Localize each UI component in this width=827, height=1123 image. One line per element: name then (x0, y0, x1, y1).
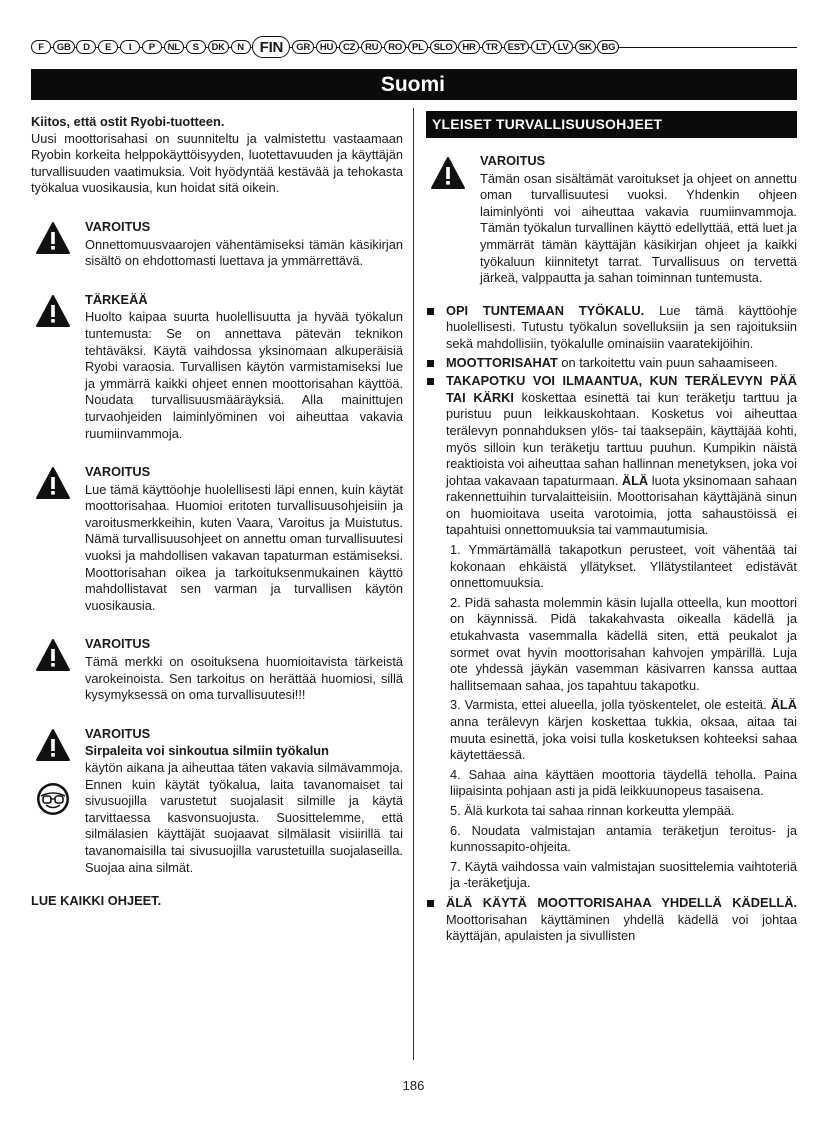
language-tab-gr: GR (292, 40, 314, 54)
bullet-text: Lue tämä käyttöohje huolellisesti. Tutustu työkalun sovelluksiin ja sen rajoituksiin sekä mahdollisiin, työkalulle ominaisiin vaaratekijöihin. (446, 302, 797, 351)
intro-text: Uusi moottorisahasi on suunniteltu ja valmistettu vastaamaan Ryobin korkeita helppokäyttöisyyden, luotettavuuden ja käyttäjän turvallisuuden vaatimuksia. Voit hyödyntää kestävää ja tehokasta työkalua vuosikausia, kun hoidat sitä oikein. (31, 130, 403, 196)
warning-title: VAROITUS (480, 153, 546, 168)
warning-title: VAROITUS (85, 464, 151, 480)
language-tab-dk: DK (208, 40, 229, 54)
warning-icon (430, 156, 466, 190)
bullet-square-icon (427, 360, 434, 367)
warning-block (31, 464, 403, 614)
warning-icon (35, 728, 71, 762)
bullet-square-icon (427, 308, 434, 315)
warning-bold-text: Sirpaleita voi sinkoutua silmiin työkalun (85, 743, 329, 759)
page-title: Suomi (380, 72, 445, 96)
warning-text: Tämän osan sisältämät varoitukset ja ohjeet on annettu oman turvallisuutesi vuoksi. Yhdenkin ohjeen laiminlyönti voi aiheuttaa vakavia ruumiinvammoja. Tämän työkalun turvallinen käyttö edellyttää, että luet ja ymmärrät tämän käyttäjän käsikirjan ohjeet ja kaikki työkaluun kiinnitetyt tarrat. Turvallisuus on tervettä järkeä, valppautta ja sahan toiminnan tuntemusta. (480, 170, 797, 286)
warning-text: käytön aikana ja aiheuttaa täten vakavia silmävammoja. Ennen kuin käytät työkalua, laita tavanomaiset tai sivusuojilla varustetut suojalasit silmille ja käytä tarvittaessa kasvonsuojusta. Suosittelemme, että silmälasien käyttäjät suojaavat silmälasit visiirillä tai tavanomaisilla tai sivusuojilla varustetuilla suojalaseilla. Suojaa aina silmät. (85, 760, 403, 875)
numbered-item: 3. Varmista, ettei alueella, jolla työskentelet, ole esteitä. ÄLÄ anna terälevyn kärjen koskettaa tukkia, oksaa, aitaa tai muuta esinettä, joka voisi tulla kosketuksen kohteeksi sahaa käytettäessä. (450, 697, 797, 763)
bullet-bold: ÄLÄ KÄYTÄ MOOTTORISAHAA YHDELLÄ KÄDELLÄ. (446, 894, 797, 910)
language-tab-tr: TR (482, 40, 502, 54)
section-title: YLEISET TURVALLISUUSOHJEET (432, 116, 663, 133)
language-tab-nl: NL (164, 40, 184, 54)
important-block (31, 292, 403, 442)
warning-block (426, 153, 797, 287)
language-tab-sk: SK (575, 40, 596, 54)
language-tab-s: S (186, 40, 206, 54)
warning-text: Onnettomuusvaarojen vähentämiseksi tämän käsikirjan sisältö on ehdottomasti luettava ja ymmärrettävä. (85, 236, 403, 269)
language-tab-lt: LT (531, 40, 551, 54)
bullet-item (426, 355, 797, 372)
bullet-bold: MOOTTORISAHAT (446, 354, 558, 370)
read-all-instructions: LUE KAIKKI OHJEET. (31, 893, 162, 909)
bullet-text: on tarkoitettu vain puun sahaamiseen. (557, 354, 778, 370)
numbered-item: 6. Noudata valmistajan antamia teräketjun teroitus- ja kunnossapito-ohjeita. (450, 822, 797, 855)
safety-glasses-icon (36, 782, 70, 816)
language-tab-lv: LV (553, 40, 573, 54)
language-tab-p: P (142, 40, 162, 54)
bullet-bold: TAKAPOTKU VOI ILMAANTUA, KUN TERÄLEVYN PÄÄ TAI KÄRKI (446, 373, 797, 405)
language-tab-pl: PL (408, 40, 428, 54)
numbered-item: 5. Älä kurkota tai sahaa rinnan korkeutta ylempää. (450, 802, 735, 818)
important-title: TÄRKEÄÄ (85, 291, 148, 307)
warning-icon (35, 466, 71, 500)
eye-protection-warning (31, 726, 403, 876)
language-tab-e: E (98, 40, 118, 54)
language-tab-cz: CZ (339, 40, 359, 54)
language-tab-hr: HR (458, 40, 479, 54)
warning-icon (35, 294, 71, 328)
numbered-item: 4. Sahaa aina käyttäen moottoria täydellä teholla. Paina liipaisinta pohjaan asti ja pidä leikkuunopeus tasaisena. (450, 766, 797, 799)
bullet-square-icon (427, 900, 434, 907)
warning-title: VAROITUS (85, 636, 151, 652)
language-tab-est: EST (504, 40, 530, 54)
language-tab-i: I (120, 40, 140, 54)
language-tab-fin: FIN (252, 36, 290, 58)
numbered-item: 2. Pidä sahasta molemmin käsin lujalla otteella, kun moottori on käynnissä. Pidä takakahvasta oikealla kädellä ja etukahvasta vasemmalla kädellä siten, että peukalot ja sormet ovat hyvin moottorisahan kahvojen ympärillä. Luja ote yhdessä jäykän vasemman käsivarren kanssa auttaa hallitsemaan sahaa, jos tapahtuu takapotku. (450, 594, 797, 693)
language-tab-ru: RU (361, 40, 382, 54)
column-divider (413, 108, 414, 1060)
bullet-text: Moottorisahan käyttäminen yhdellä kädellä voi johtaa käyttäjän, apulaisten ja sivullisten (446, 911, 797, 944)
warning-block (31, 219, 403, 270)
left-column (31, 114, 403, 910)
bullet-text: koskettaa esinettä tai kun teräketju tarttuu ja puristuu puun leikkauskohtaan. Kosketus voi aiheuttaa terälevyn ponnahduksen ylös- tai taaksepäin, käyttäjää kohti, myös silloin kun teräketju tarttuu puuhun. Kumpikin näistä reaktioista voi aiheuttaa sahan hallinnan menetyksen, joka voi johtaa vakavaan tapaturmaan. (446, 389, 797, 488)
right-column (426, 111, 797, 945)
language-tab-hu: HU (316, 40, 337, 54)
warning-icon (35, 638, 71, 672)
important-text: Huolto kaipaa suurta huolellisuutta ja hyvää työkalun tuntemusta: Se on annettava pätevän teknikon tehtäväksi. Käytä vaihdossa yksinomaan alkuperäisiä Ryobi varaosia. Turvallisen käytön varmistamiseksi lue ja ymmärrä kaikki ohjeet ennen moottorisahan käyttöä. Noudata turvallisuusmääräyksiä. Alla mainittujen turvaohjeiden laiminlyöminen voi aiheuttaa vakavia ruumiinvammoja. (85, 309, 403, 441)
language-tab-gb: GB (53, 40, 75, 54)
warning-text: Tämä merkki on osoituksena huomioitavista tärkeistä varokeinoista. Sen tarkoitus on herättää huomiosi, sillä kysymyksessä on oma turvallisuutesi!!! (85, 654, 403, 703)
page-number: 186 (402, 1078, 425, 1093)
bullet-bold-inline: ÄLÄ (621, 472, 649, 488)
language-tab-n: N (231, 40, 251, 54)
warning-title: VAROITUS (85, 725, 151, 741)
language-bar (31, 37, 797, 57)
bullet-item (426, 373, 797, 539)
language-tab-d: D (76, 40, 96, 54)
intro-title: Kiitos, että ostit Ryobi-tuotteen. (31, 114, 225, 129)
bullet-item (426, 895, 797, 945)
bullet-square-icon (427, 378, 434, 385)
section-heading (426, 111, 797, 138)
numbered-item: 7. Käytä vaihdossa vain valmistajan suosittelemia vaihtoteriä ja -teräketjuja. (450, 858, 797, 891)
bullet-text: luota yksinomaan sahaan rakennettuihin turvalaitteisiin. Moottorisahan käyttäjänä sinun on huomioitava useita varotoimia, jotta sahaustöissä ei tapahtuisi onnettomuuksia tai vammautumisia. (446, 472, 797, 538)
bullet-item (426, 303, 797, 353)
warning-block (31, 636, 403, 703)
language-tab-ro: RO (384, 40, 406, 54)
warning-title: VAROITUS (85, 218, 151, 234)
bullet-bold: OPI TUNTEMAAN TYÖKALU. (446, 302, 645, 318)
page-title-bar (31, 69, 797, 100)
language-tab-slo: SLO (430, 40, 457, 54)
numbered-item: 1. Ymmärtämällä takapotkun perusteet, voit vähentää tai kokonaan ehkäistä yllätykset. Yllätystilanteet edistävät onnettomuuksia. (450, 542, 797, 591)
language-tab-f: F (31, 40, 51, 54)
warning-icon (35, 221, 71, 255)
warning-text: Lue tämä käyttöohje huolellisesti läpi ennen, kuin käytät moottorisahaa. Huomioi eritoten turvallisuusohjeisiin ja varoitusmerkkeihin, kuten Vaara, Varoitus ja Muistutus. Nämä turvallisuusohjeet on annettu oman turvallisuutesi vuoksi ja mahdollisen vakavan tapaturman estämiseksi. Moottorisahan oikea ja tarkoituksenmukainen käyttö mahdollistavat sen varman ja turvallisen käytön vuosikausia. (85, 481, 403, 613)
language-tab-bg: BG (597, 40, 619, 54)
